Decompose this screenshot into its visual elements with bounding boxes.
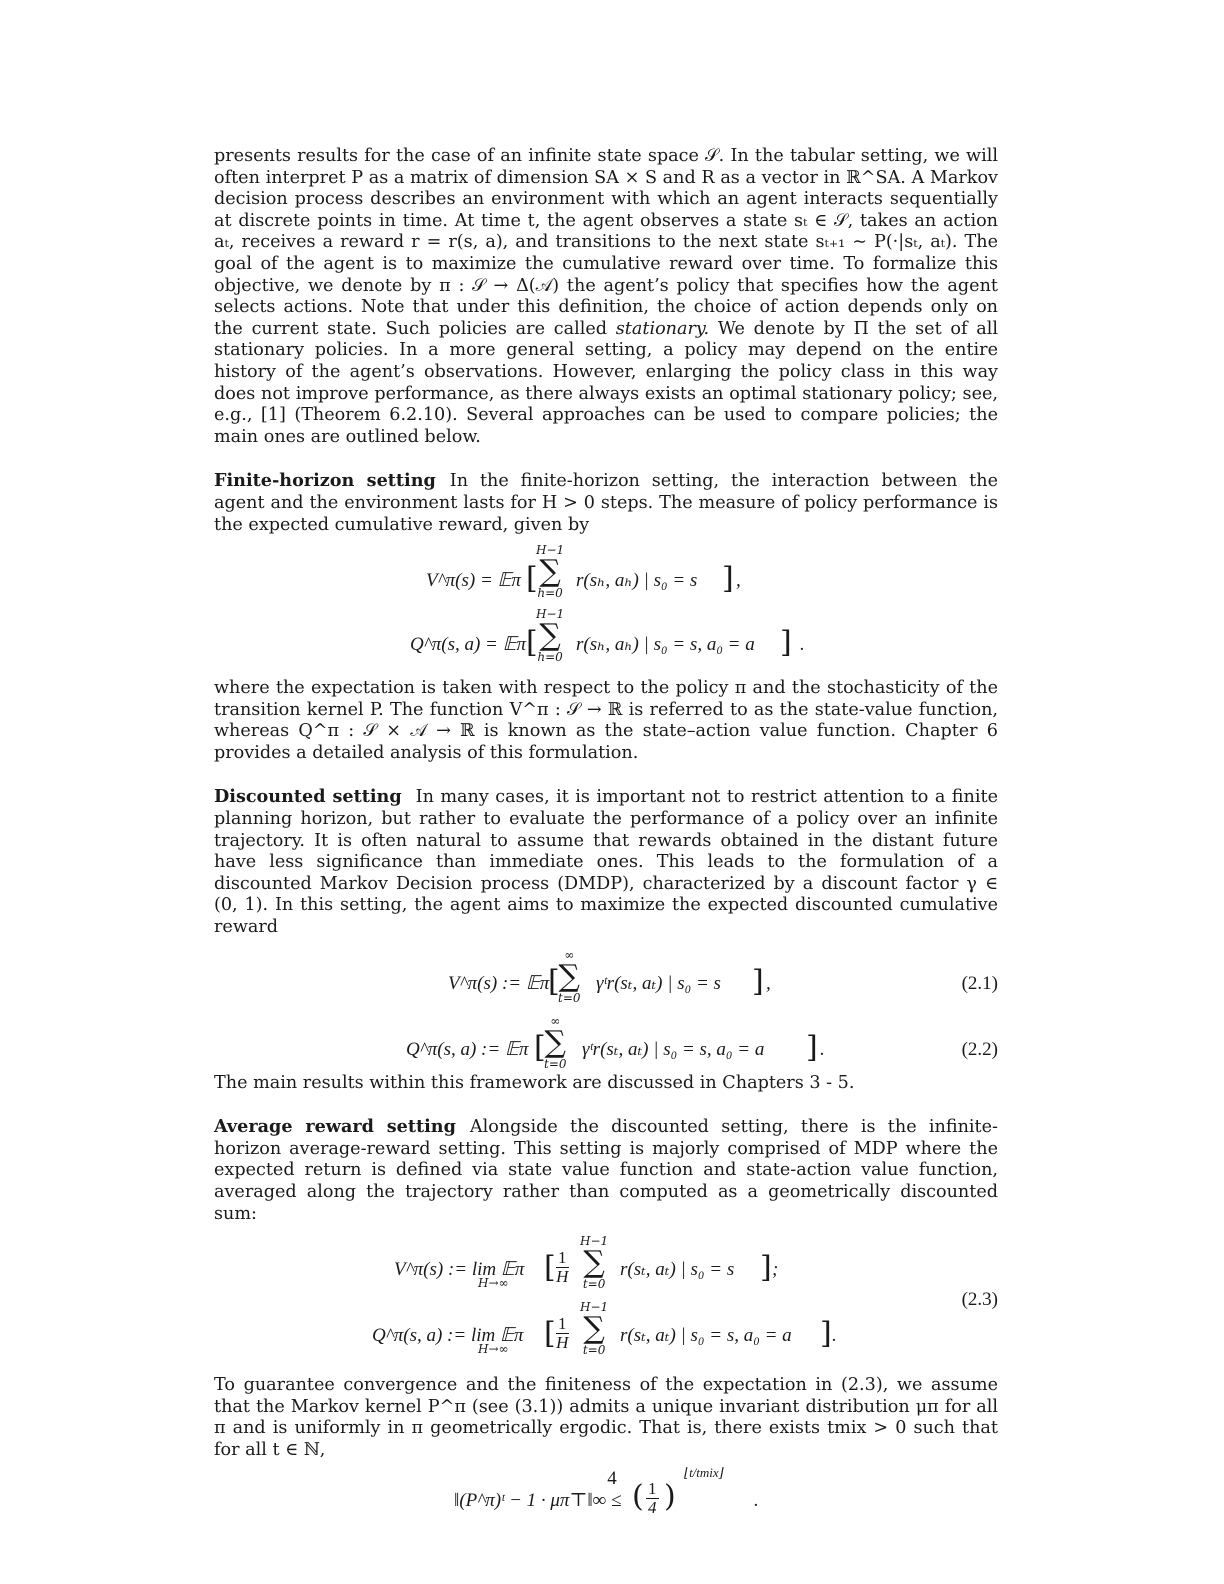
avg-v-left-bracket: [ (544, 1250, 556, 1286)
avg-v-sum-top: H−1 (580, 1234, 609, 1249)
intro-text: presents results for the case of an infinite state space 𝒮. In the tabular setting, we will often interpret P as a matrix of dimension SA × S and R as a vector in ℝ^SA. A Markov decision process describes an environment with which an agent interacts sequentially at discrete points in time. At time t, the agent observes a state sₜ ∈ 𝒮, takes an action aₜ, receives a reward r = r(s, a), and transitions to the next state sₜ₊₁ ∼ P(·|sₜ, aₜ). The goal of the agent is to maximize the cumulative reward over time. To formalize this objective, we denote by π : 𝒮 → Δ(𝒜) the agent’s policy that specifies how the agent selects actions. Note that under this definition, the choice of action depends only on the current state. Such policies are called (214, 146, 998, 339)
finite-horizon-after: where the expectation is taken with respect to the policy π and the stochasticity of the transition kernel P. The function V^π : 𝒮 → ℝ is referred to as the state-value function, whereas Q^π : 𝒮 × 𝒜 → ℝ is known as the state–action value function. Chapter 6 provides a detailed analysis of this formulation. (214, 678, 998, 763)
avg-q-sum (580, 1301, 608, 1357)
finite-q-lhs: Q^π(s, a) = 𝔼π (410, 634, 527, 656)
equation-number-2-1: (2.1) (961, 972, 998, 994)
disc-q-sum-top: ∞ (550, 1013, 561, 1028)
finite-v-sum (536, 544, 564, 600)
finite-v-right-bracket: ] (722, 561, 734, 597)
avg-q-body: r(sₜ, aₜ) | s₀ = s, a₀ = a (620, 1325, 792, 1347)
disc-v-left-bracket: [ (548, 963, 560, 999)
discounted-heading: Discounted setting (214, 786, 402, 808)
disc-q-right-bracket: ] (806, 1029, 818, 1065)
avg-v-body: r(sₜ, aₜ) | s₀ = s (620, 1259, 735, 1281)
avg-v-sum (580, 1235, 608, 1291)
finite-q-right-bracket: ] (780, 625, 792, 661)
disc-v-lhs: V^π(s) := 𝔼π (448, 972, 550, 994)
disc-q-left-bracket: [ (534, 1029, 546, 1065)
average-reward-text: Alongside the discounted setting, there is the infinite-horizon average-reward setting. This setting is majorly comprised of MDP where the expected return is defined via state value function and state-action value function, averaged along the trajectory rather than computed as a geometrically discounted sum: (214, 1117, 998, 1224)
sigma-icon: ∑ (539, 554, 561, 590)
disc-v-sum-top: ∞ (564, 947, 575, 962)
avg-q-right-bracket: ] (820, 1316, 832, 1352)
mix-left-paren: ( (632, 1478, 644, 1514)
page-number: 4 (607, 1468, 617, 1489)
finite-q-sum-bottom: h=0 (537, 650, 563, 665)
average-reward-paragraph (214, 1116, 998, 1225)
avg-v-sum-bottom: t=0 (582, 1277, 606, 1292)
discounted-text: In many cases, it is important not to restrict attention to a finite planning horizon, but rather to evaluate the performance of a policy over an infinite trajectory. It is often natural to assume that rewards obtained in the distant future have less significance than immediate ones. This leads to the formulation of a discounted Markov Decision process (DMDP), characterized by a discount factor γ ∈ (0, 1). In this setting, the agent aims to maximize the expected discounted cumulative reward (214, 787, 998, 938)
finite-q-sum-top: H−1 (536, 607, 565, 622)
finite-horizon-paragraph (214, 470, 998, 536)
disc-q-sum-bottom: t=0 (544, 1056, 567, 1071)
mix-exponent: ⌊t/tmix⌋ (684, 1464, 724, 1480)
avg-q-sum-top: H−1 (580, 1300, 609, 1315)
sigma-icon: ∑ (558, 958, 580, 994)
avg-q-end: . (832, 1325, 837, 1347)
sigma-icon: ∑ (544, 1024, 566, 1060)
mix-frac-num: 1 (648, 1478, 657, 1498)
sigma-icon: ∑ (583, 1311, 605, 1347)
discounted-after: The main results within this framework are discussed in Chapters 3 - 5. (214, 1072, 855, 1093)
avg-q-frac-den: H (556, 1333, 569, 1353)
avg-v-lhs: V^π(s) := lim 𝔼π (394, 1259, 525, 1281)
finite-v-sum-bottom: h=0 (537, 586, 563, 601)
discounted-equations (214, 945, 998, 1069)
disc-v-end: , (766, 972, 771, 994)
average-reward-after: To guarantee convergence and the finiteness of the expectation in (2.3), we assume that the Markov kernel P^π (see (3.1)) admits a unique invariant distribution μπ for all π and is uniformly in π geometrically ergodic. That is, there exists tmix > 0 such that for all t ∈ ℕ, (214, 1375, 998, 1460)
finite-v-sum-top: H−1 (536, 543, 565, 558)
stationary-emphasis: stationary. (615, 318, 710, 339)
finite-q-body: r(sₕ, aₕ) | s₀ = s, a₀ = a (576, 634, 755, 656)
disc-q-body: γᵗr(sₜ, aₜ) | s₀ = s, a₀ = a (582, 1038, 765, 1060)
disc-v-right-bracket: ] (752, 963, 764, 999)
avg-v-end: ; (772, 1259, 779, 1281)
finite-q-left-bracket: [ (526, 625, 538, 661)
sigma-icon: ∑ (539, 618, 561, 654)
average-reward-equations (214, 1231, 998, 1371)
avg-v-lim-sub: H→∞ (478, 1276, 509, 1291)
page-body (214, 146, 998, 1542)
intro-paragraph (214, 146, 998, 448)
disc-v-sum (558, 949, 581, 1005)
sigma-icon: ∑ (583, 1245, 605, 1281)
finite-horizon-heading: Finite-horizon setting (214, 470, 436, 492)
finite-v-lhs: V^π(s) = 𝔼π (426, 570, 521, 592)
finite-horizon-equations (214, 542, 998, 674)
discounted-paragraph (214, 786, 998, 938)
avg-q-lhs: Q^π(s, a) := lim 𝔼π (372, 1325, 524, 1347)
avg-q-sum-bottom: t=0 (582, 1343, 606, 1358)
disc-q-end: . (820, 1038, 825, 1060)
finite-q-sum (536, 608, 564, 664)
avg-q-lim-sub: H→∞ (478, 1342, 509, 1357)
avg-q-fraction (556, 1315, 569, 1352)
equation-number-2-2: (2.2) (961, 1038, 998, 1060)
mix-frac-den: 4 (648, 1497, 657, 1517)
disc-v-sum-bottom: t=0 (558, 990, 581, 1005)
disc-v-body: γᵗr(sₜ, aₜ) | s₀ = s (596, 972, 721, 994)
avg-v-frac-den: H (556, 1267, 569, 1287)
finite-v-left-bracket: [ (526, 561, 538, 597)
finite-v-end: , (736, 570, 741, 592)
avg-q-left-bracket: [ (544, 1316, 556, 1352)
avg-v-frac-num: 1 (558, 1248, 567, 1268)
average-reward-heading: Average reward setting (214, 1116, 456, 1138)
intro-tail-text: We denote by Π the set of all stationary policies. In a more general setting, a policy may depend on the entire history of the agent’s observations. However, enlarging the policy class in this way does not improve performance, as there always exists an optimal stationary policy; see, e.g., [1] (Theorem 6.2.10). Several approaches can be used to compare policies; the main ones are outlined below. (214, 318, 999, 447)
disc-q-sum (544, 1015, 567, 1071)
mix-lhs: ‖(P^π)ᵗ − 1 · μπ⊤‖∞ ≤ (454, 1489, 622, 1511)
avg-q-frac-num: 1 (558, 1314, 567, 1334)
finite-q-end: . (800, 634, 805, 656)
equation-number-2-3: (2.3) (961, 1289, 998, 1311)
mix-right-paren: ) (664, 1478, 676, 1514)
avg-v-fraction (556, 1249, 569, 1286)
mix-end: . (754, 1489, 759, 1511)
finite-horizon-text: In the finite-horizon setting, the interaction between the agent and the environment lasts for H > 0 steps. The measure of policy performance is the expected cumulative reward, given by (214, 471, 998, 535)
avg-v-right-bracket: ] (760, 1250, 772, 1286)
finite-v-body: r(sₕ, aₕ) | s₀ = s (576, 570, 698, 592)
disc-q-lhs: Q^π(s, a) := 𝔼π (406, 1038, 529, 1060)
